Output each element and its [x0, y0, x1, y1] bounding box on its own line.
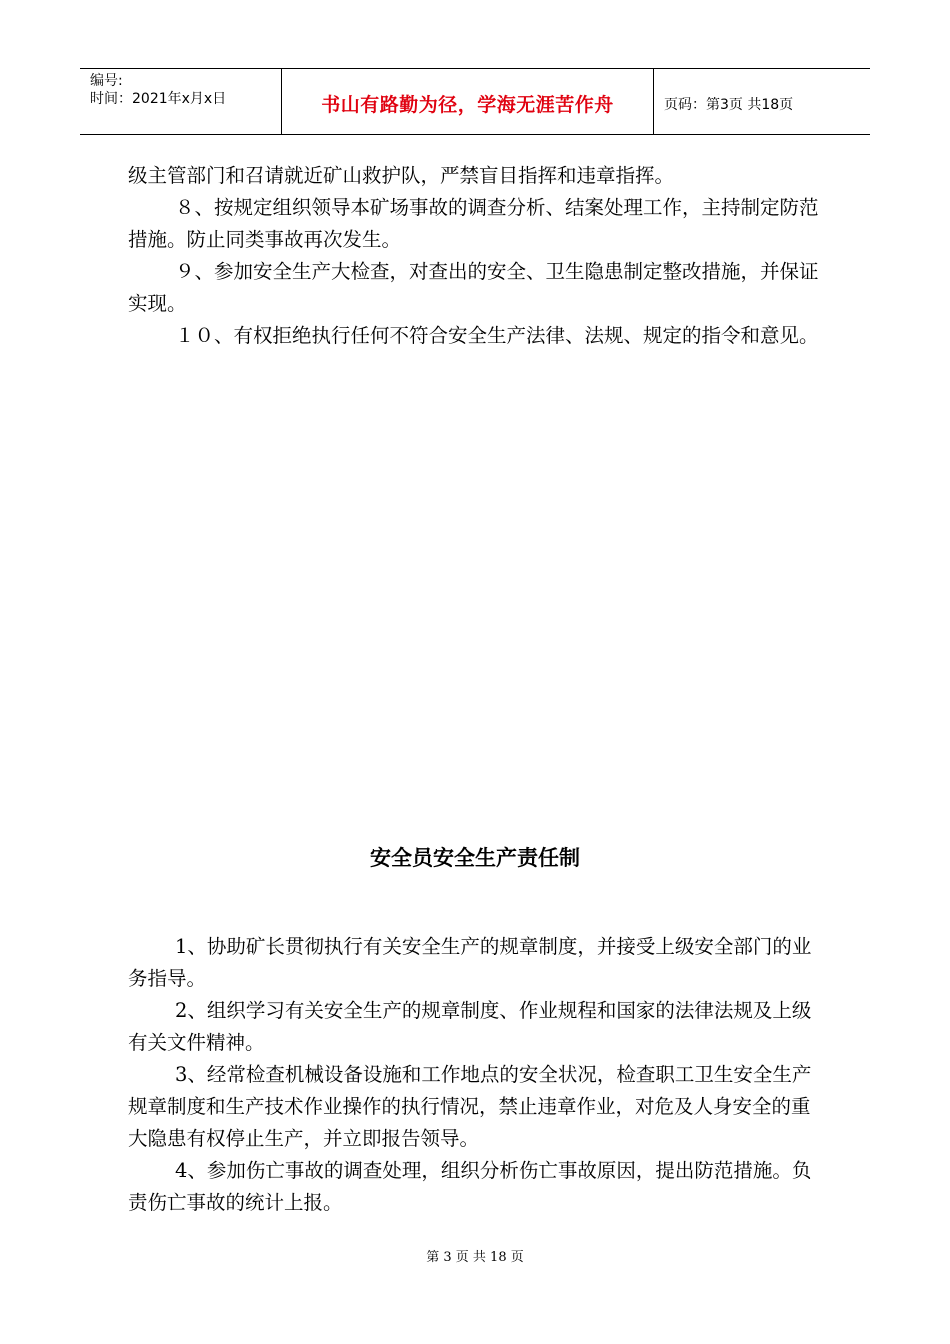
header-page-info: 页码：第3页 共18页 — [664, 96, 794, 113]
continued-text — [128, 160, 828, 352]
paragraph: 1、协助矿长贯彻执行有关安全生产的规章制度，并接受上级安全部门的业务指导。 — [128, 935, 812, 990]
page-header — [80, 68, 870, 135]
header-motto: 书山有路勤为径，学海无涯苦作舟 — [282, 69, 654, 134]
paragraph: 3、经常检查机械设备设施和工作地点的安全状况，检查职工卫生安全生产规章制度和生产技术作业操作的执行情况，禁止违章作业，对危及人身安全的重大隐患有权停止生产，并立即报告领导。 — [128, 1063, 812, 1150]
paragraph: ８、按规定组织领导本矿场事故的调查分析、结案处理工作，主持制定防范措施。防止同类事故再次发生。 — [128, 196, 819, 251]
paragraph: ９、参加安全生产大检查，对查出的安全、卫生隐患制定整改措施，并保证实现。 — [128, 260, 819, 315]
paragraph: 4、参加伤亡事故的调查处理，组织分析伤亡事故原因，提出防范措施。负责伤亡事故的统计上报。 — [128, 1159, 812, 1214]
page-footer: 第 3 页 共 18 页 — [426, 1250, 524, 1265]
time-label: 时间：2021年x月x日 — [90, 91, 227, 107]
paragraph: １０、有权拒绝执行任何不符合安全生产法律、法规、规定的指令和意见。 — [175, 324, 819, 347]
header-meta — [80, 69, 282, 134]
section-body — [128, 931, 828, 1219]
paragraph: 2、组织学习有关安全生产的规章制度、作业规程和国家的法律法规及上级有关文件精神。 — [128, 999, 812, 1054]
paragraph: 级主管部门和召请就近矿山救护队，严禁盲目指挥和违章指挥。 — [128, 164, 675, 187]
serial-label: 编号: — [90, 73, 123, 89]
section-title: 安全员安全生产责任制 — [370, 846, 580, 870]
